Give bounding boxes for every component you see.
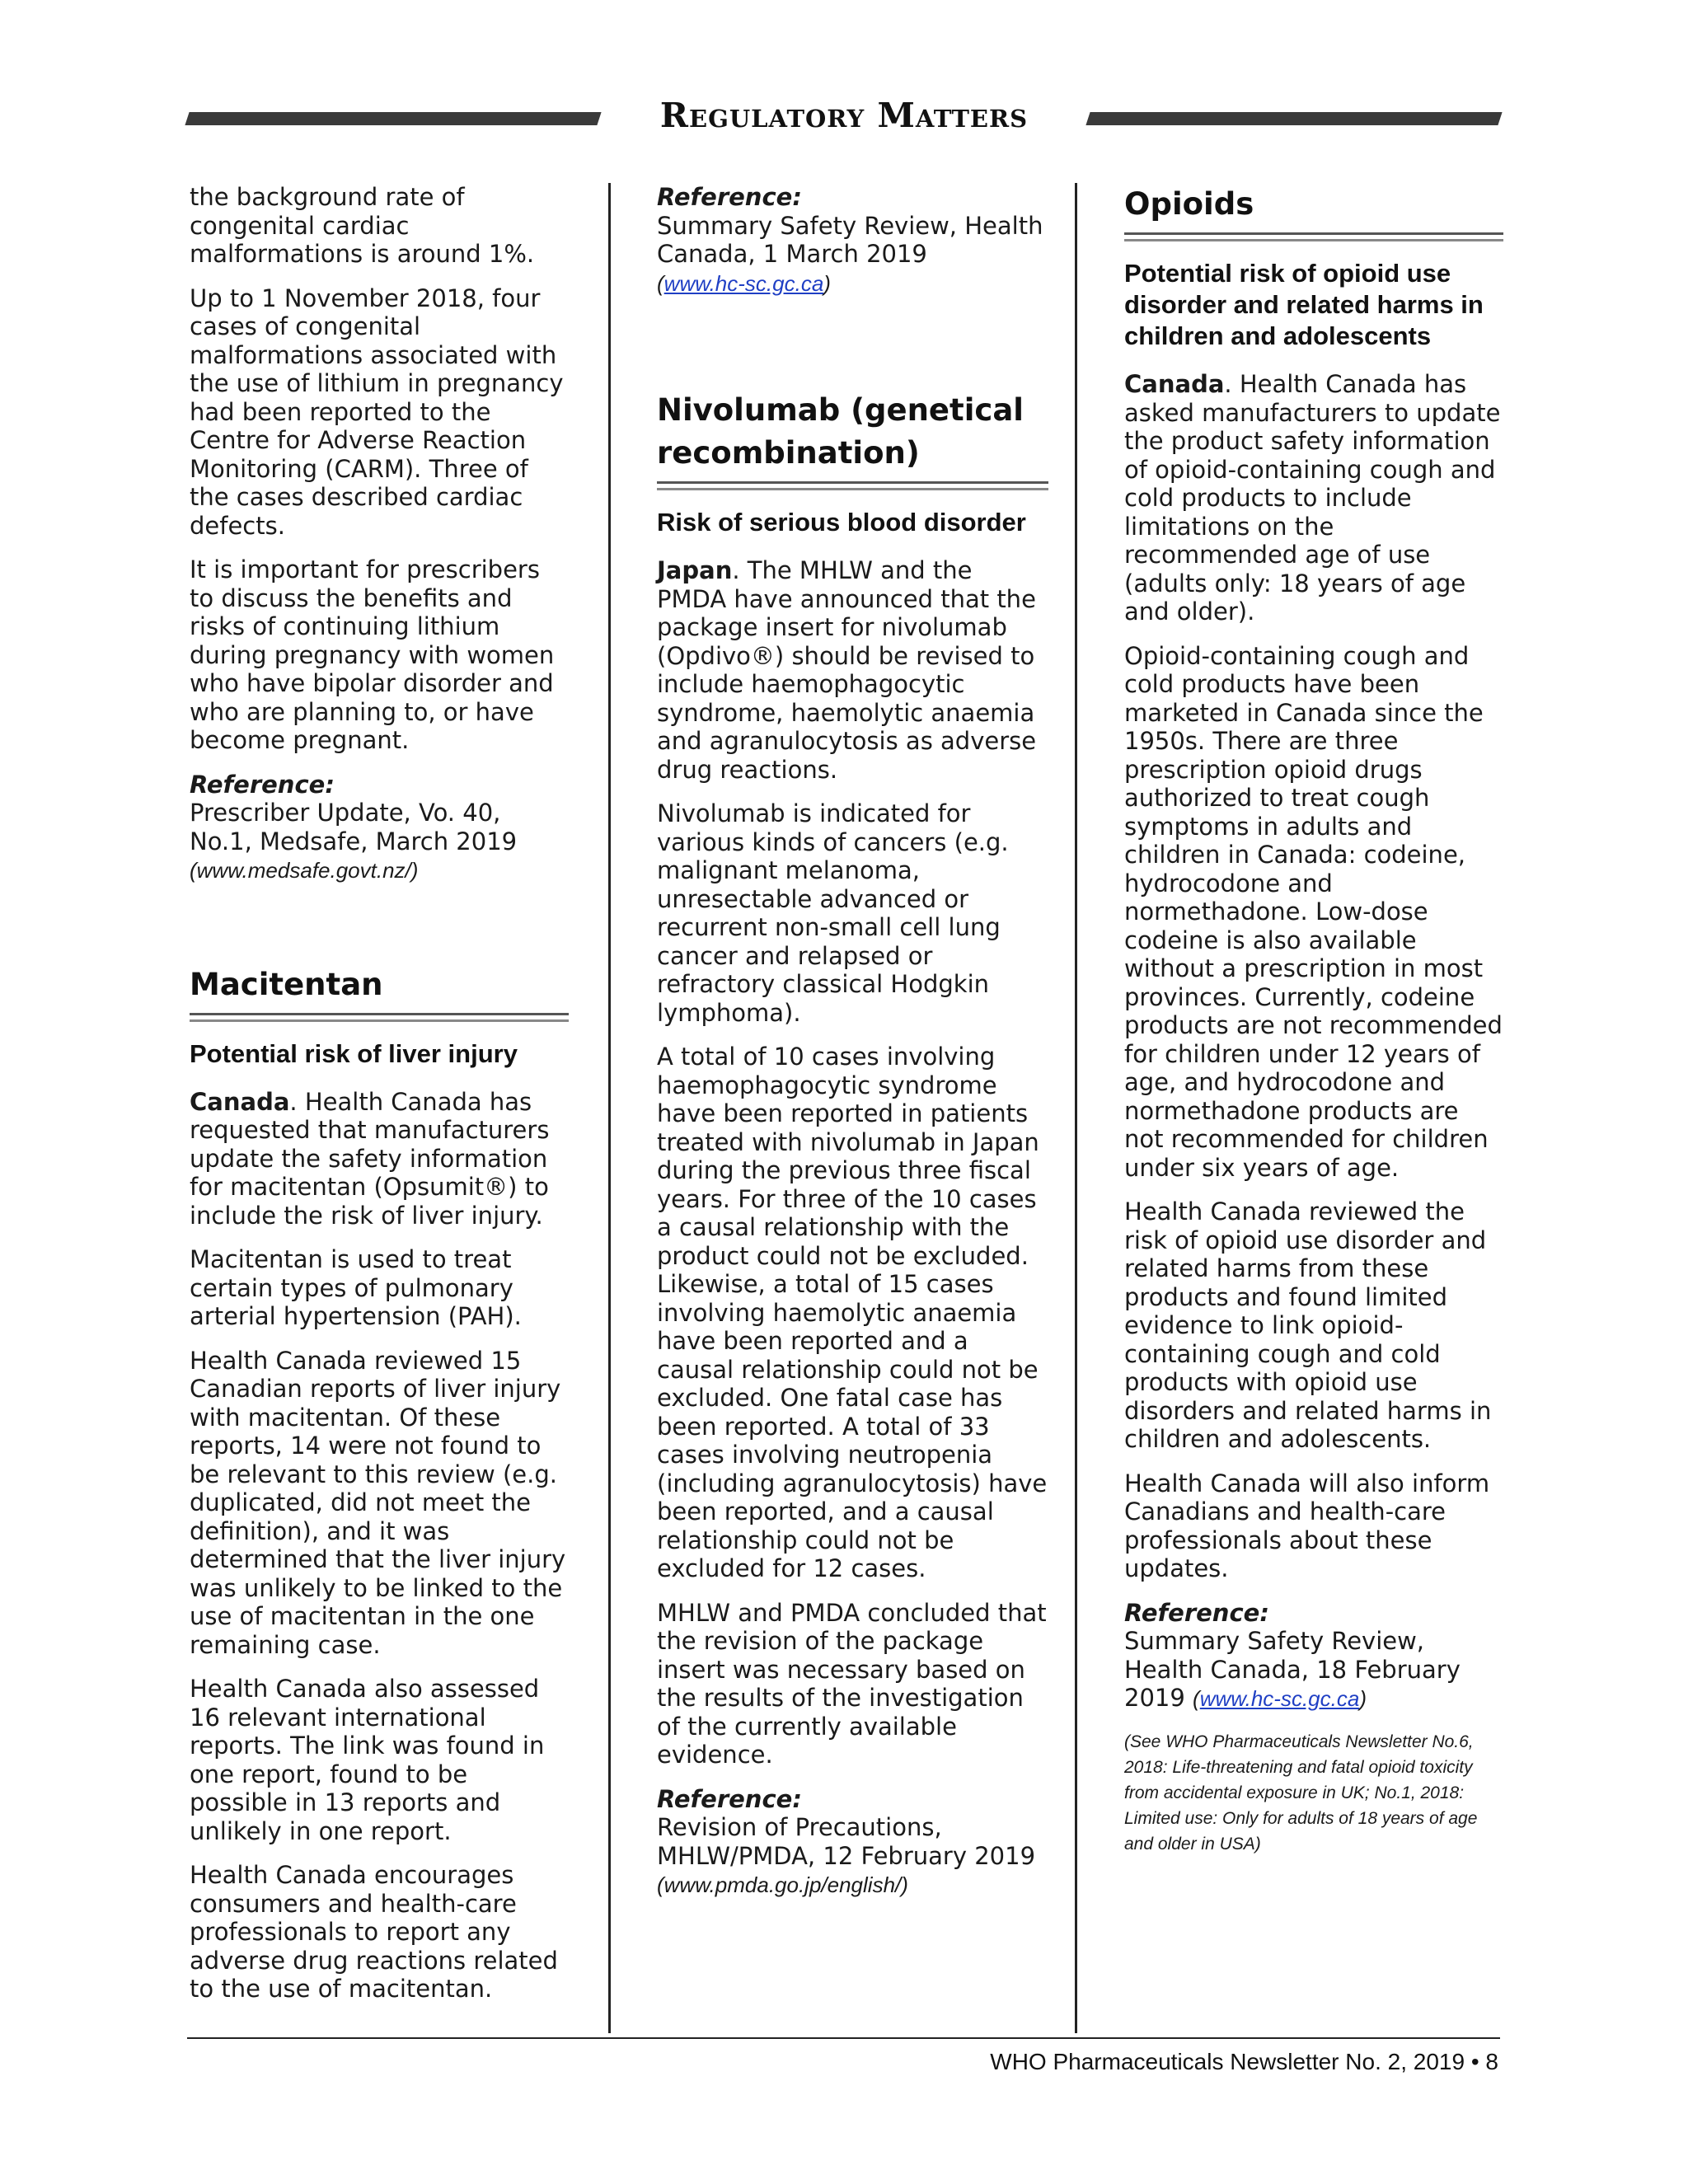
paragraph: MHLW and PMDA concluded that the revision of the package insert was necessary based on the results of the investigation of the currently available evidence. bbox=[657, 1598, 1047, 1769]
paragraph: Canada. Health Canada has requested that manufacturers update the safety information for macitentan (Opsumit®) to include the risk of liver injury. bbox=[190, 1087, 550, 1230]
paragraph: Japan. The MHLW and the PMDA have announced that the package insert for nivolumab (Opdivo®) should be revised to include haemophagocytic syndrome, haemolytic anaemia and agranulocytosis as adverse drug reactions. bbox=[657, 556, 1037, 784]
reference-block bbox=[190, 771, 569, 885]
reference-url: (www.medsafe.govt.nz/) bbox=[190, 858, 419, 883]
reference-url: (www.pmda.go.jp/english/) bbox=[657, 1872, 908, 1897]
reference-label: Reference: bbox=[1124, 1598, 1269, 1627]
paragraph: Opioid-containing cough and cold products have been marketed in Canada since the 1950s. There are three prescription opioid drugs authorized to treat cough symptoms in adults and children in Canada: codeine, hydrocodone and normethadone. Low-dose codeine is also available without a prescription in most provinces. Currently, codeine products are not recommended for children under 12 years of age, and hydrocodone and normethadone products are not recommended for children under six years of age. bbox=[1124, 641, 1503, 1182]
column-divider-2 bbox=[1075, 183, 1077, 2033]
paragraph: A total of 10 cases involving haemophagocytic syndrome have been reported in patients treated with nivolumab in Japan during the previous three fiscal years. For three of the 10 cases a causal relationship with the product could not be excluded. Likewise, a total of 15 cases involving haemolytic anaemia have been reported and a causal relationship could not be excluded. One fatal case has been reported. A total of 33 cases involving neutropenia (including agranulocytosis) have been reported, and a causal relationship could not be excluded for 12 cases. bbox=[657, 1043, 1048, 1582]
column-left bbox=[190, 183, 569, 2019]
section-subtitle: Potential risk of opioid use disorder and related harms in children and adolescents bbox=[1124, 259, 1484, 350]
reference-block bbox=[657, 1785, 1048, 1900]
paragraph: Macitentan is used to treat certain types of pulmonary arterial hypertension (PAH). bbox=[190, 1245, 522, 1330]
header-bar-right bbox=[1085, 112, 1502, 125]
page-header-title: Regulatory Matters bbox=[659, 96, 1029, 135]
paragraph: It is important for prescribers to discuss the benefits and risks of continuing lithium during pregnancy with women who have bipolar disorder and who are planning to, or have become pregnant. bbox=[190, 555, 555, 754]
section-subtitle: Risk of serious blood disorder bbox=[657, 508, 1026, 537]
title-rule bbox=[190, 1013, 569, 1022]
paragraph: Health Canada reviewed 15 Canadian reports of liver injury with macitentan. Of these reports, 14 were not found to be relevant to this review (e.g. duplicated, did not meet the definition), and it was determined that the liver injury was unlikely to be linked to the use of macitentan in the one remaining case. bbox=[190, 1346, 566, 1659]
section-title-macitentan: Macitentan bbox=[190, 966, 383, 1002]
reference-text: Summary Safety Review, Health Canada, 1 March 2019 bbox=[657, 211, 1043, 268]
reference-text: Summary Safety Review, Health Canada, 18 February 2019 bbox=[1124, 1627, 1461, 1712]
section-subtitle: Potential risk of liver injury bbox=[190, 1038, 518, 1068]
reference-label: Reference: bbox=[190, 770, 335, 799]
reference-link[interactable]: www.hc-sc.gc.ca bbox=[663, 270, 824, 296]
section-title-opioids: Opioids bbox=[1124, 186, 1254, 222]
paragraph: Canada. Health Canada has asked manufacturers to update the product safety information of opioid-containing cough and cold products to include limitations on the recommended age of use (adults only: 18 years of age and older). bbox=[1124, 370, 1501, 626]
country-label: Canada bbox=[190, 1087, 290, 1116]
paragraph: Nivolumab is indicated for various kinds of cancers (e.g. malignant melanoma, unresectable advanced or recurrent non-small cell lung cancer and relapsed or refractory classical Hodgkin lymphoma). bbox=[657, 799, 1009, 1027]
reference-label: Reference: bbox=[657, 183, 802, 211]
paragraph: the background rate of congenital cardiac malformations is around 1%. bbox=[190, 183, 535, 268]
reference-block: Reference: Summary Safety Review, Health Canada, 18 February 2019 (www.hc-sc.gc.ca) bbox=[1124, 1599, 1503, 1713]
reference-text: Prescriber Update, Vo. 40, No.1, Medsafe, March 2019 bbox=[190, 799, 518, 855]
paragraph: Health Canada encourages consumers and health-care professionals to report any adverse drug reactions related to the use of macitentan. bbox=[190, 1861, 558, 2003]
footer-page-info: WHO Pharmaceuticals Newsletter No. 2, 2019 • 8 bbox=[990, 2049, 1498, 2074]
reference-block: Reference: Summary Safety Review, Health Canada, 1 March 2019 (www.hc-sc.gc.ca) bbox=[657, 183, 1048, 298]
title-rule bbox=[1124, 232, 1503, 241]
paragraph: Up to 1 November 2018, four cases of congenital malformations associated with the use of lithium in pregnancy had been reported to the Centre for Adverse Reaction Monitoring (CARM). Three of the cases described cardiac defects. bbox=[190, 284, 564, 540]
paragraph: Health Canada will also inform Canadians and health-care professionals about these updates. bbox=[1124, 1469, 1490, 1582]
country-label: Canada bbox=[1124, 370, 1225, 398]
column-middle bbox=[657, 183, 1048, 1915]
paragraph: Health Canada reviewed the risk of opioid use disorder and related harms from these products and found limited evidence to link opioid-containing cough and cold products with opioid use disorders and related harms in children and adolescents. bbox=[1124, 1197, 1492, 1453]
paragraph: Health Canada also assessed 16 relevant international reports. The link was found in one report, found to be possible in 13 reports and unlikely in one report. bbox=[190, 1675, 545, 1845]
section-title-nivolumab: Nivolumab (genetical recombination) bbox=[657, 392, 1024, 471]
header-bar-left bbox=[185, 112, 601, 125]
column-divider-1 bbox=[608, 183, 611, 2033]
country-label: Japan bbox=[657, 556, 733, 584]
footer-rule bbox=[187, 2037, 1500, 2039]
reference-text: Revision of Precautions, MHLW/PMDA, 12 February 2019 bbox=[657, 1813, 1036, 1870]
reference-link[interactable]: www.hc-sc.gc.ca bbox=[1199, 1686, 1360, 1711]
title-rule bbox=[657, 481, 1048, 490]
see-also-note: (See WHO Pharmaceuticals Newsletter No.6, 2018: Life-threatening and fatal opioid toxicity from accidental exposure in UK; No.1, 2018: Limited use: Only for adults of 18 years of age and older in USA) bbox=[1124, 1732, 1478, 1854]
reference-label: Reference: bbox=[657, 1784, 802, 1813]
column-right bbox=[1124, 183, 1503, 1857]
